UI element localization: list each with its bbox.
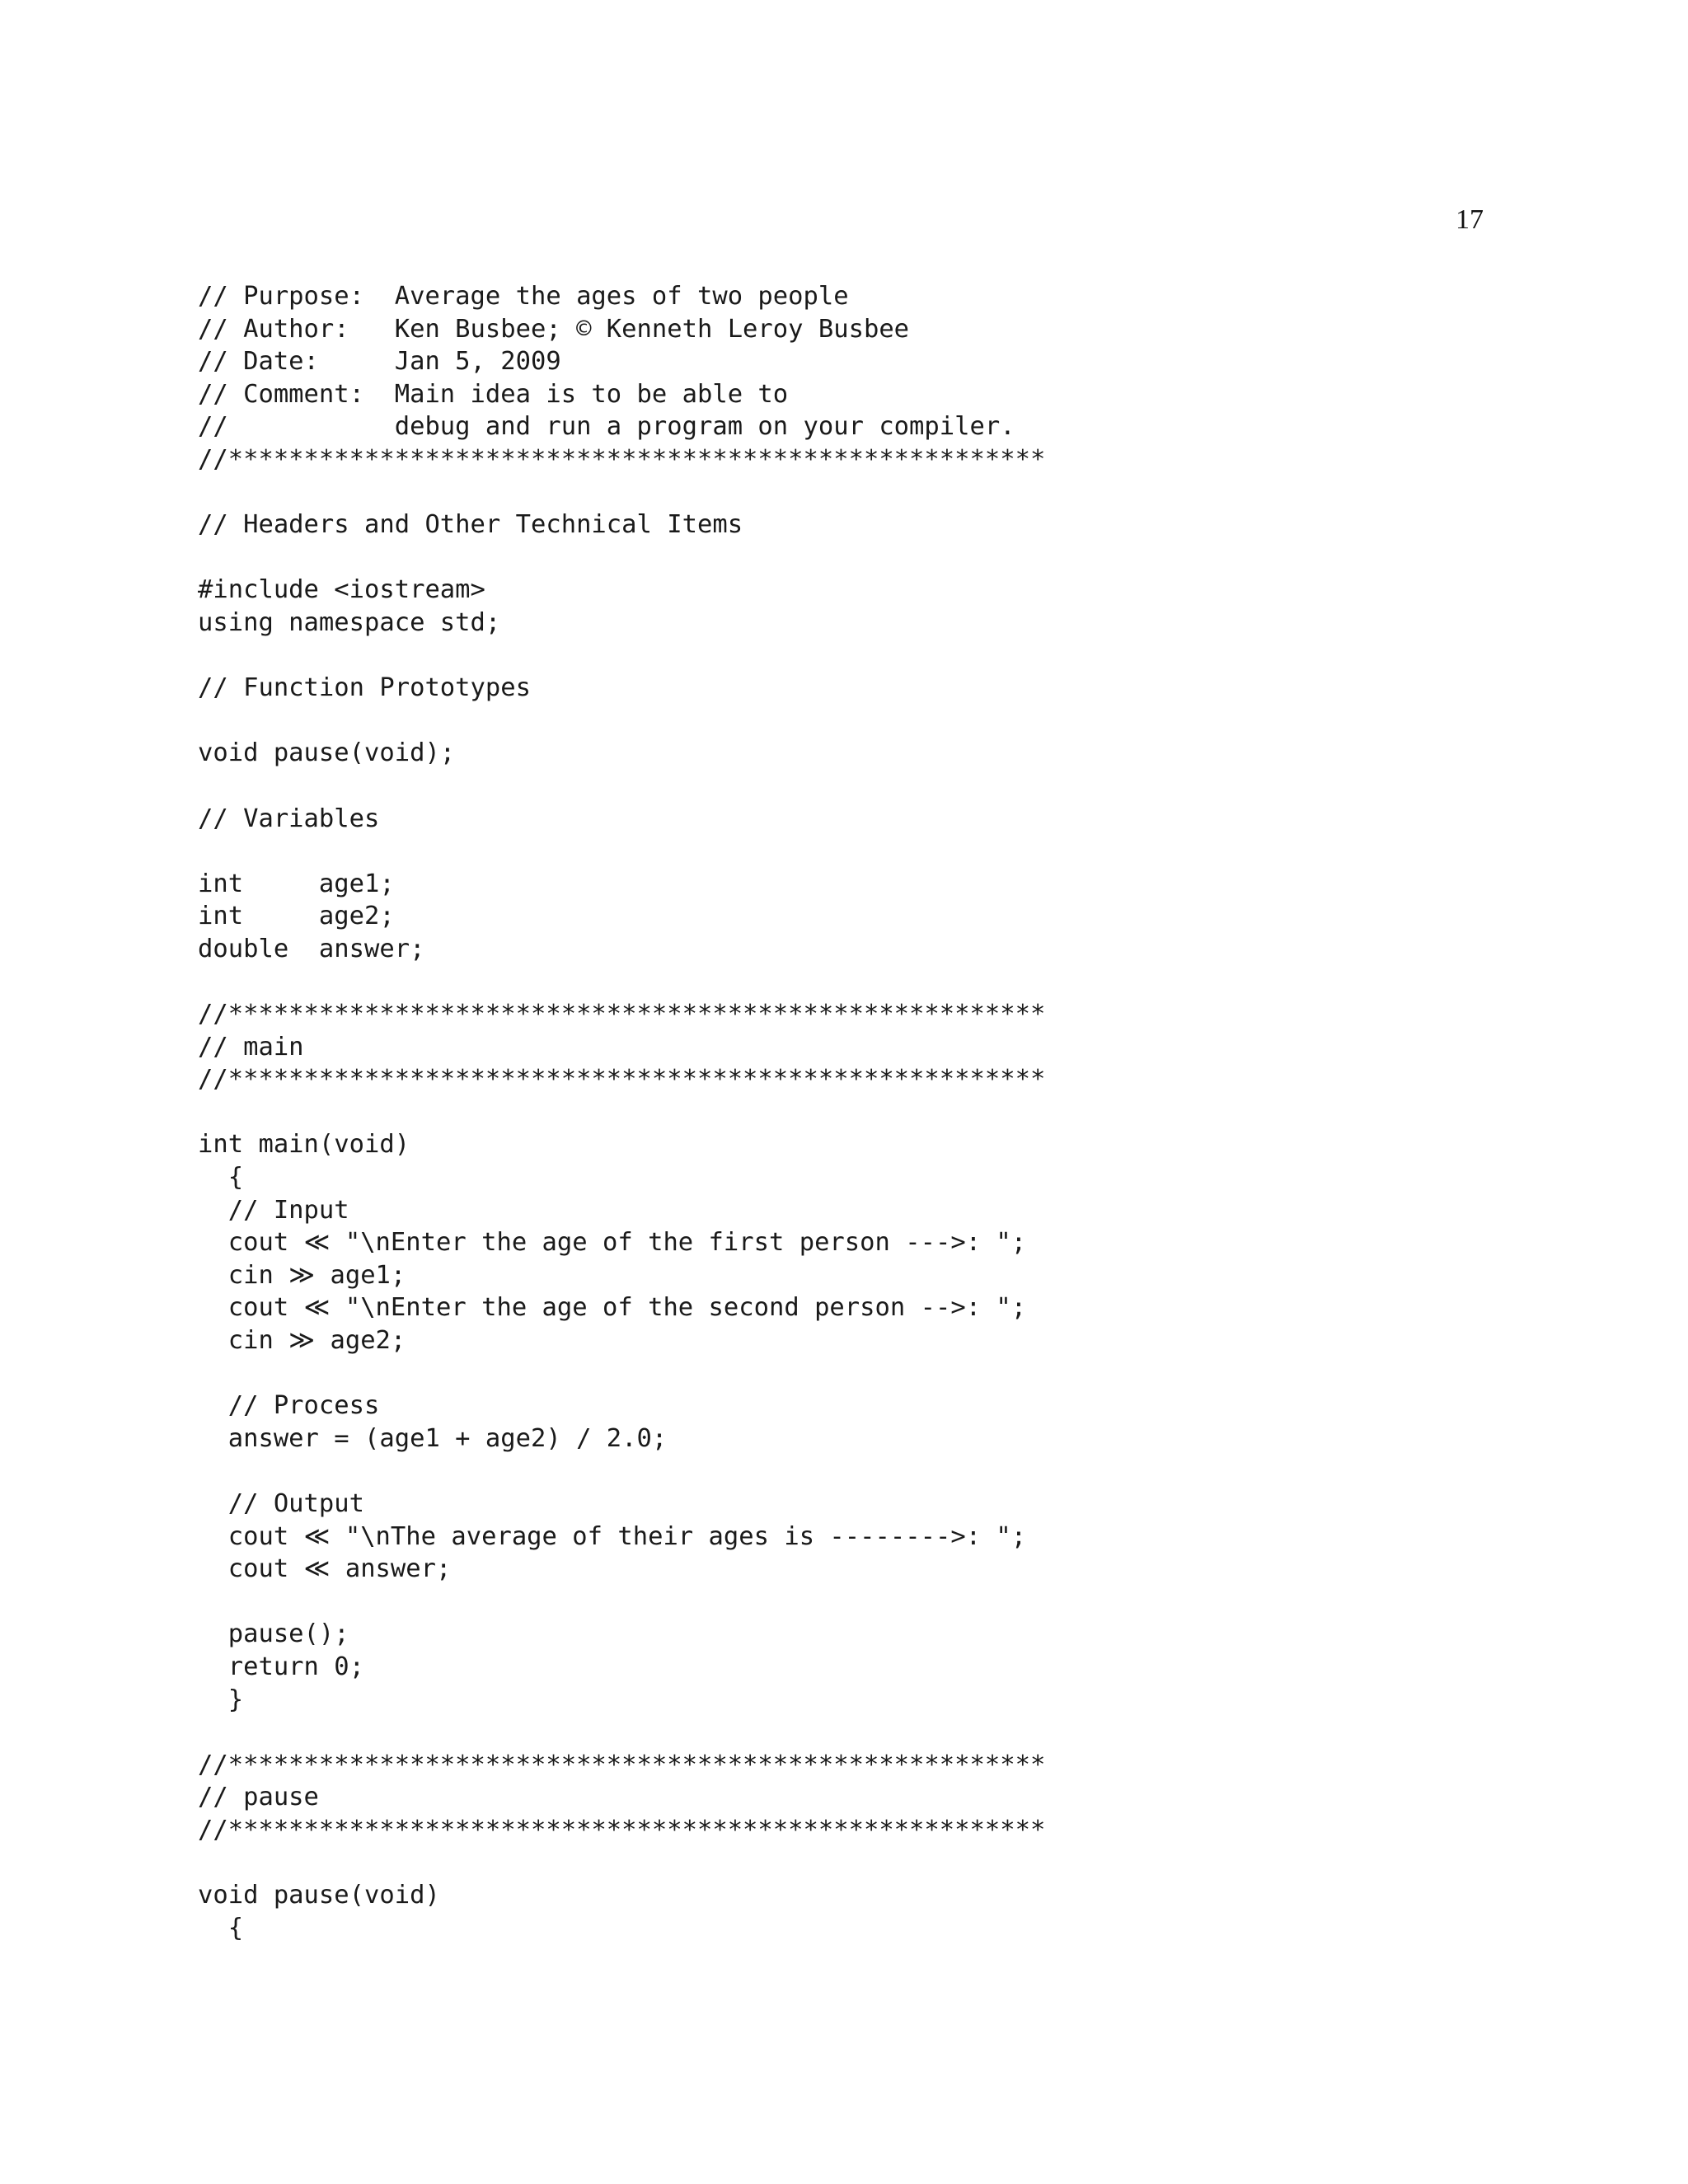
code-line: [198, 705, 1045, 738]
code-line: void pause(void): [198, 1881, 440, 1910]
code-line: [198, 1847, 1045, 1880]
code-line: // debug and run a program on your compiler.: [198, 412, 1015, 442]
code-line: return 0;: [198, 1652, 364, 1681]
code-line: double answer;: [198, 934, 425, 963]
code-line: //******************************************************: [198, 1065, 1046, 1094]
code-line: [198, 1586, 1045, 1619]
code-line: [198, 1357, 1045, 1390]
code-line: // Date: Jan 5, 2009: [198, 347, 561, 377]
code-line: [198, 640, 1045, 673]
code-line: int age2;: [198, 902, 395, 931]
code-line: // Headers and Other Technical Items: [198, 510, 743, 540]
page-number: 17: [1456, 204, 1484, 235]
code-line: cout ≪ "\nThe average of their ages is -------->: ";: [198, 1521, 1027, 1551]
code-line: #include <iostream>: [198, 575, 485, 605]
code-line: void pause(void);: [198, 738, 456, 768]
code-line: {: [198, 1163, 244, 1193]
code-line: // Process: [198, 1391, 380, 1421]
code-line: cout ≪ "\nEnter the age of the second person -->: ";: [198, 1293, 1027, 1323]
code-line: using namespace std;: [198, 607, 501, 637]
code-line: cout ≪ answer;: [198, 1554, 452, 1584]
code-line: //******************************************************: [198, 1000, 1046, 1029]
code-line: // main: [198, 1032, 304, 1062]
code-line: //******************************************************: [198, 1815, 1046, 1844]
code-line: // Function Prototypes: [198, 673, 531, 703]
code-line: // Input: [198, 1195, 349, 1225]
code-line: // Author: Ken Busbee; © Kenneth Leroy Busbee: [198, 314, 910, 344]
code-line: [198, 476, 1045, 509]
code-line: //******************************************************: [198, 444, 1046, 474]
code-line: // Variables: [198, 804, 380, 833]
code-line: // pause: [198, 1783, 319, 1812]
code-line: int main(void): [198, 1130, 410, 1160]
code-line: // Purpose: Average the ages of two people: [198, 282, 849, 311]
code-line: [198, 965, 1045, 998]
code-line: }: [198, 1685, 244, 1714]
code-line: cin ≫ age1;: [198, 1260, 406, 1290]
code-line: // Output: [198, 1488, 364, 1518]
code-listing: [198, 280, 1045, 1944]
code-line: answer = (age1 + age2) / 2.0;: [198, 1423, 668, 1453]
code-line: [198, 541, 1045, 574]
code-line: [198, 1716, 1045, 1749]
code-line: cout ≪ "\nEnter the age of the first person --->: ";: [198, 1228, 1027, 1258]
code-line: int age1;: [198, 869, 395, 898]
code-line: //******************************************************: [198, 1750, 1046, 1779]
code-line: [198, 1096, 1045, 1129]
code-line: [198, 835, 1045, 868]
code-line: [198, 1455, 1045, 1488]
code-line: pause();: [198, 1619, 349, 1649]
code-line: // Comment: Main idea is to be able to: [198, 379, 789, 409]
code-line: cin ≫ age2;: [198, 1326, 406, 1355]
code-line: {: [198, 1913, 244, 1943]
code-line: [198, 770, 1045, 803]
